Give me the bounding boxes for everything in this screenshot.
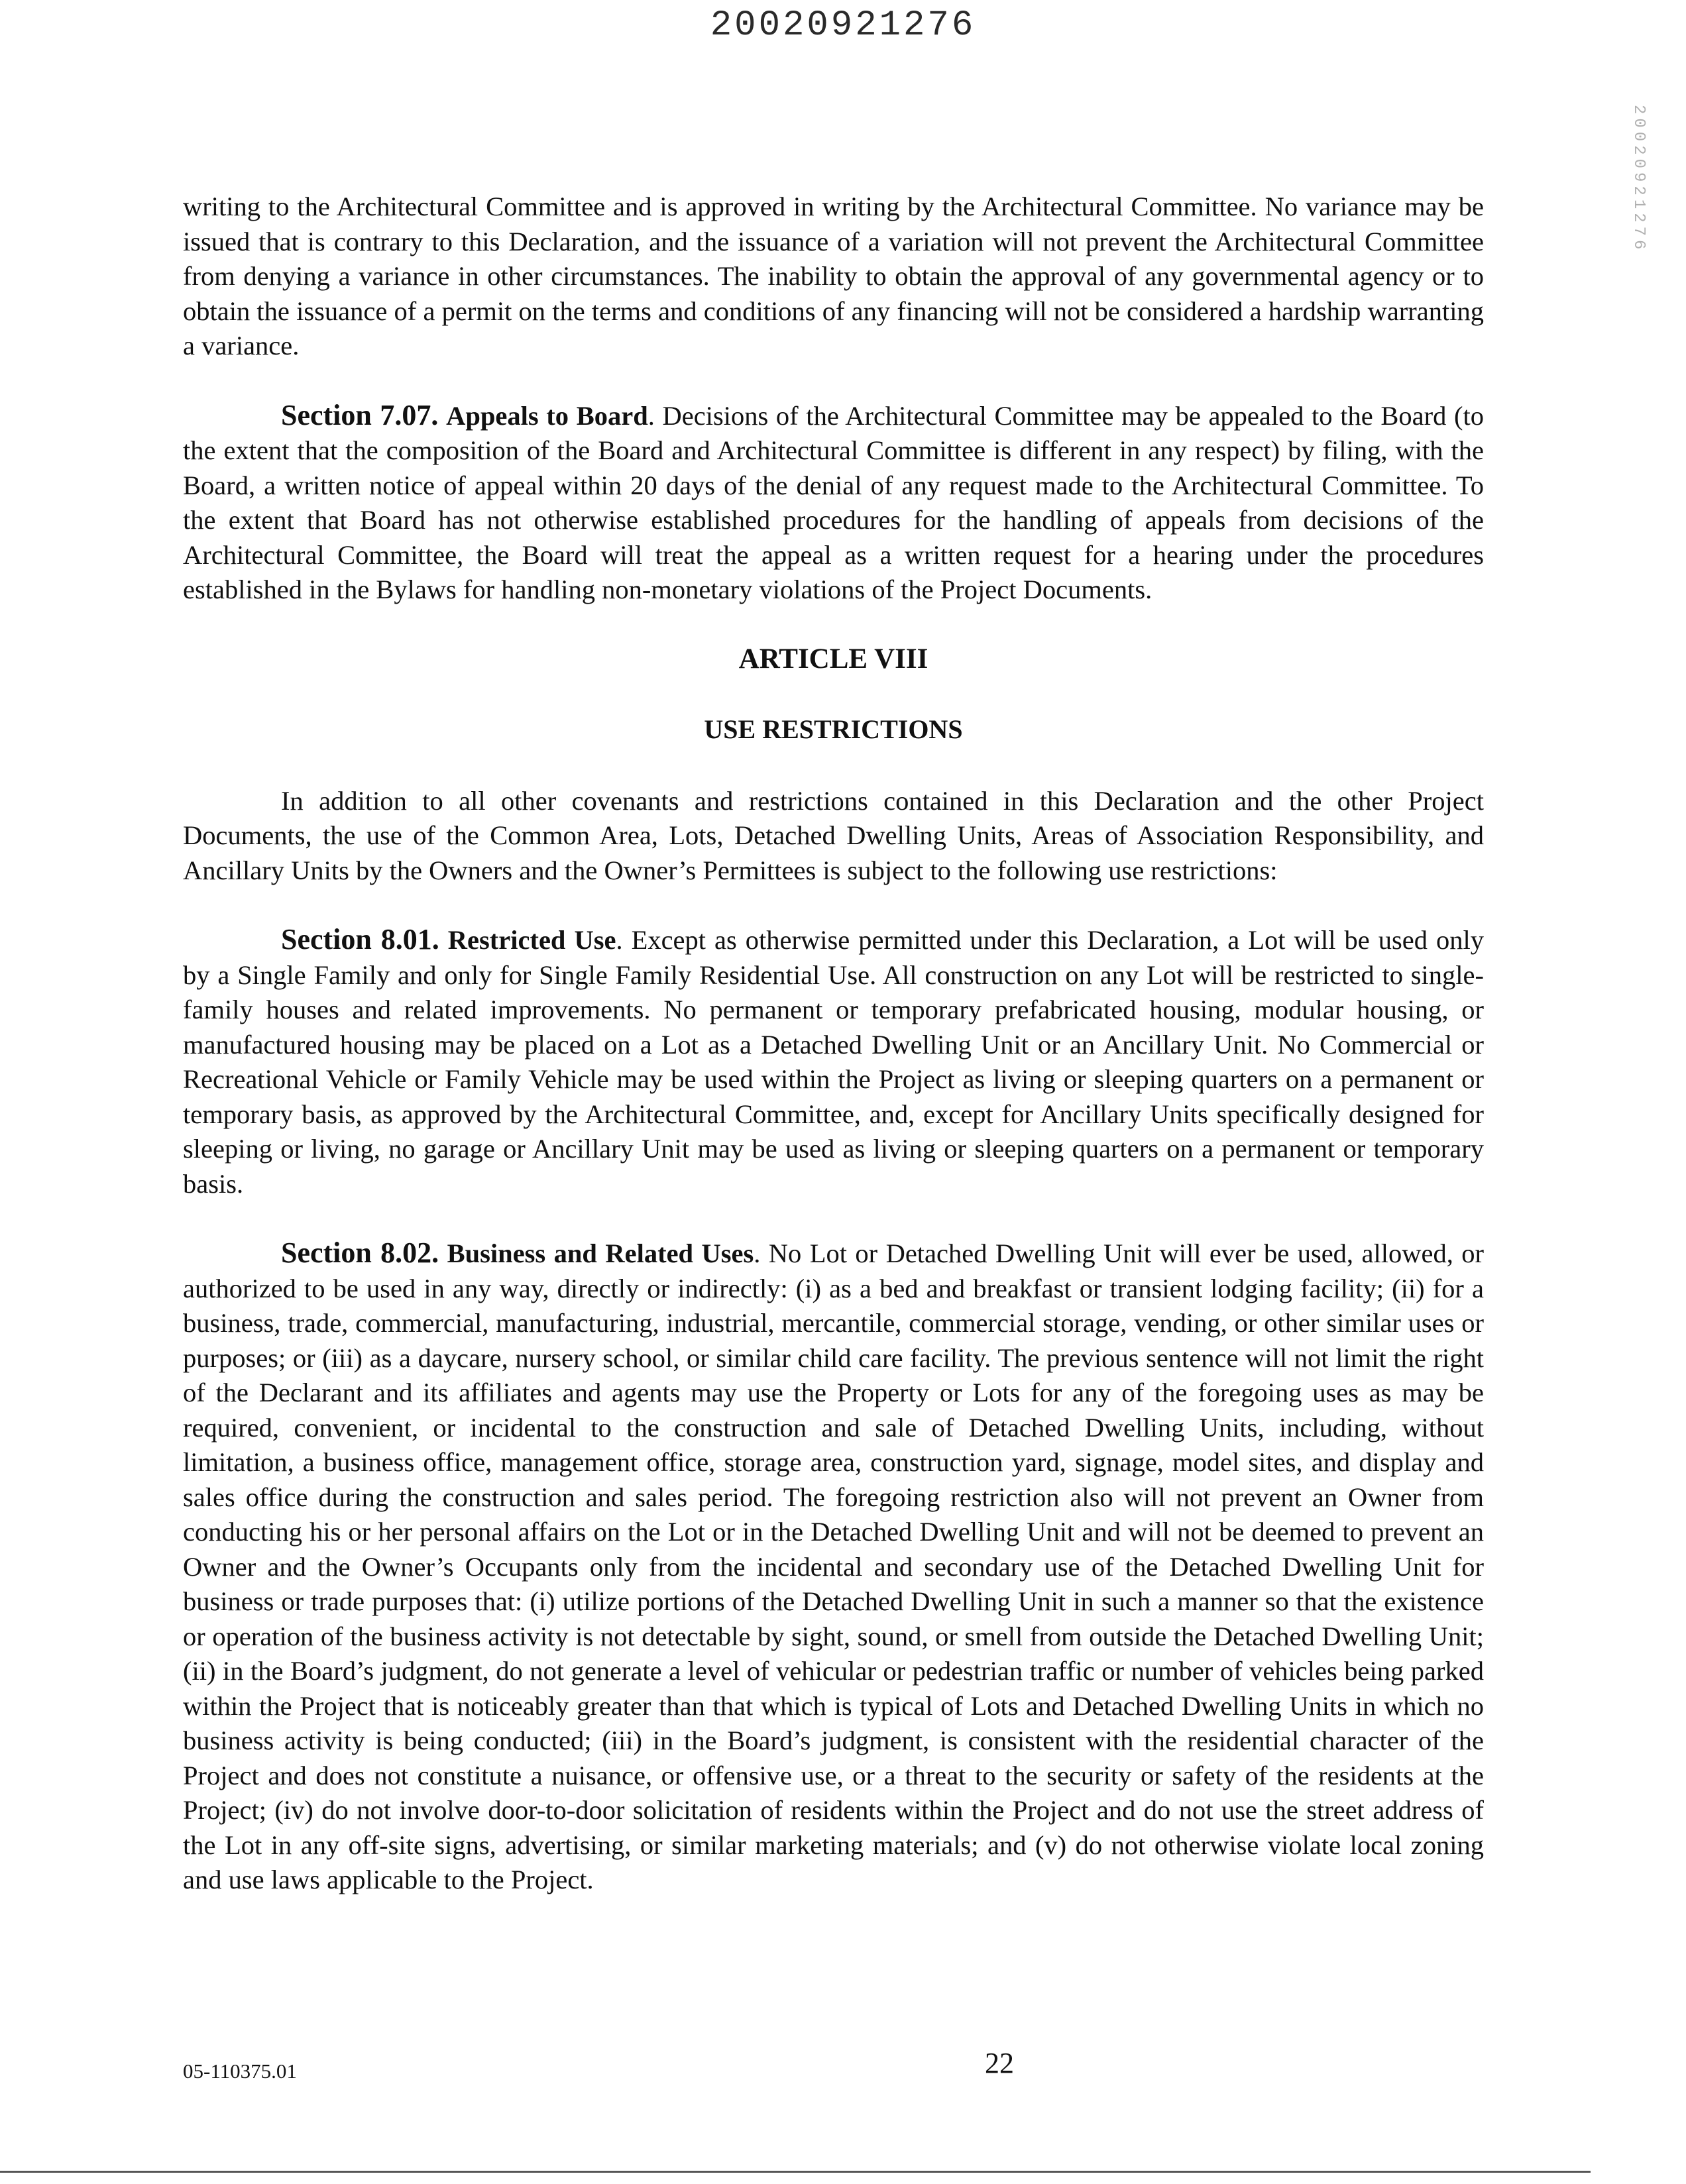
- continuation-paragraph: writing to the Architectural Committee and is approved in writing by the Architectural Committee. No variance may be issued that is contrary to this Declaration, and the issuance of a variation will not prevent the Architectural Committee from denying a variance in other circumstances. The inability to obtain the approval of any governmental agency or to obtain the issuance of a permit on the terms and conditions of any financing will not be considered a hardship warranting a variance.: [183, 191, 1484, 360]
- recording-number: 20020921276: [710, 5, 976, 46]
- section-7-07-number: Section 7.07.: [281, 398, 439, 431]
- bottom-rule: [0, 2171, 1591, 2173]
- document-number: 05-110375.01: [183, 2059, 297, 2083]
- page-body: [183, 190, 1484, 1898]
- section-8-01-number: Section 8.01.: [281, 923, 439, 956]
- section-7-07-title: Appeals to Board: [446, 400, 648, 431]
- article-subheading: USE RESTRICTIONS: [704, 714, 963, 744]
- section-8-02-title: Business and Related Uses: [447, 1238, 754, 1268]
- section-8-01-paragraph: [183, 922, 1484, 1201]
- article-heading: ARTICLE VIII: [738, 643, 928, 675]
- section-8-01-title: Restricted Use: [447, 925, 616, 955]
- margin-stamp: 20020921276: [1630, 104, 1648, 254]
- section-8-01-text: . Except as otherwise permitted under this Declaration, a Lot will be used only by a Single Family and only for Single Family Residential Use. All construction on any Lot will be restricted to single-family houses and related improvements. No permanent or temporary prefabricated housing, modular housing, or manufactured housing may be placed on a Lot as a Detached Dwelling Unit or an Ancillary Unit. No Commercial or Recreational Vehicle or Family Vehicle may be used within the Project as living or sleeping quarters on a permanent or temporary basis, as approved by the Architectural Committee, and, except for Ancillary Units specifically designed for sleeping or living, no garage or Ancillary Unit may be used as living or sleeping quarters on a permanent or temporary basis.: [183, 925, 1484, 1199]
- section-8-02-paragraph: [183, 1236, 1484, 1898]
- article-intro-paragraph: In addition to all other covenants and restrictions contained in this Declaration and the other Project Documents, the use of the Common Area, Lots, Detached Dwelling Units, Areas of Association Responsibility, and Ancillary Units by the Owners and the Owner’s Permittees is subject to the following use restrictions:: [183, 785, 1484, 885]
- section-8-02-text: . No Lot or Detached Dwelling Unit will ever be used, allowed, or authorized to be used in any way, directly or indirectly: (i) as a bed and breakfast or transient lodging facility; (ii) for a business, trade, commercial, manufacturing, industrial, mercantile, commercial storage, vending, or other similar uses or purposes; or (iii) as a daycare, nursery school, or similar child care facility. The previous sentence will not limit the right of the Declarant and its affiliates and agents may use the Property or Lots for any of the foregoing uses as may be required, convenient, or incidental to the construction and sale of Detached Dwelling Units, including, without limitation, a business office, management office, storage area, construction yard, signage, model sites, and display and sales office during the construction and sales period. The foregoing restriction also will not prevent an Owner from conducting his or her personal affairs on the Lot or in the Detached Dwelling Unit and will not be deemed to prevent an Owner and the Owner’s Occupants only from the incidental and secondary use of the Detached Dwelling Unit for business or trade purposes that: (i) utilize portions of the Detached Dwelling Unit in such a manner so that the existence or operation of the business activity is not detectable by sight, sound, or smell from outside the Detached Dwelling Unit; (ii) in the Board’s judgment, do not generate a level of vehicular or pedestrian traffic or number of vehicles being parked within the Project that is noticeably greater than that which is typical of Lots and Detached Dwelling Units in which no business activity is being conducted; (iii) in the Board’s judgment, is consistent with the residential character of the Project and does not constitute a nuisance, or offensive use, or a threat to the security or safety of the residents at the Project; (iv) do not involve door-to-door solicitation of residents within the Project and do not use the street address of the Lot in any off-site signs, advertising, or similar marketing materials; and (v) do not otherwise violate local zoning and use laws applicable to the Project.: [183, 1238, 1484, 1894]
- section-7-07-paragraph: [183, 398, 1484, 608]
- section-7-07-text: . Decisions of the Architectural Committee may be appealed to the Board (to the extent that the composition of the Board and Architectural Committee is different in any respect) by filing, with the Board, a written notice of appeal within 20 days of the denial of any request made to the Architectural Committee. To the extent that Board has not otherwise established procedures for the handling of appeals from decisions of the Architectural Committee, the Board will treat the appeal as a written request for a hearing under the procedures established in the Bylaws for handling non-monetary violations of the Project Documents.: [183, 400, 1484, 604]
- section-8-02-number: Section 8.02.: [281, 1236, 439, 1269]
- page-number: 22: [985, 2047, 1014, 2079]
- page-footer: [183, 2046, 1484, 2086]
